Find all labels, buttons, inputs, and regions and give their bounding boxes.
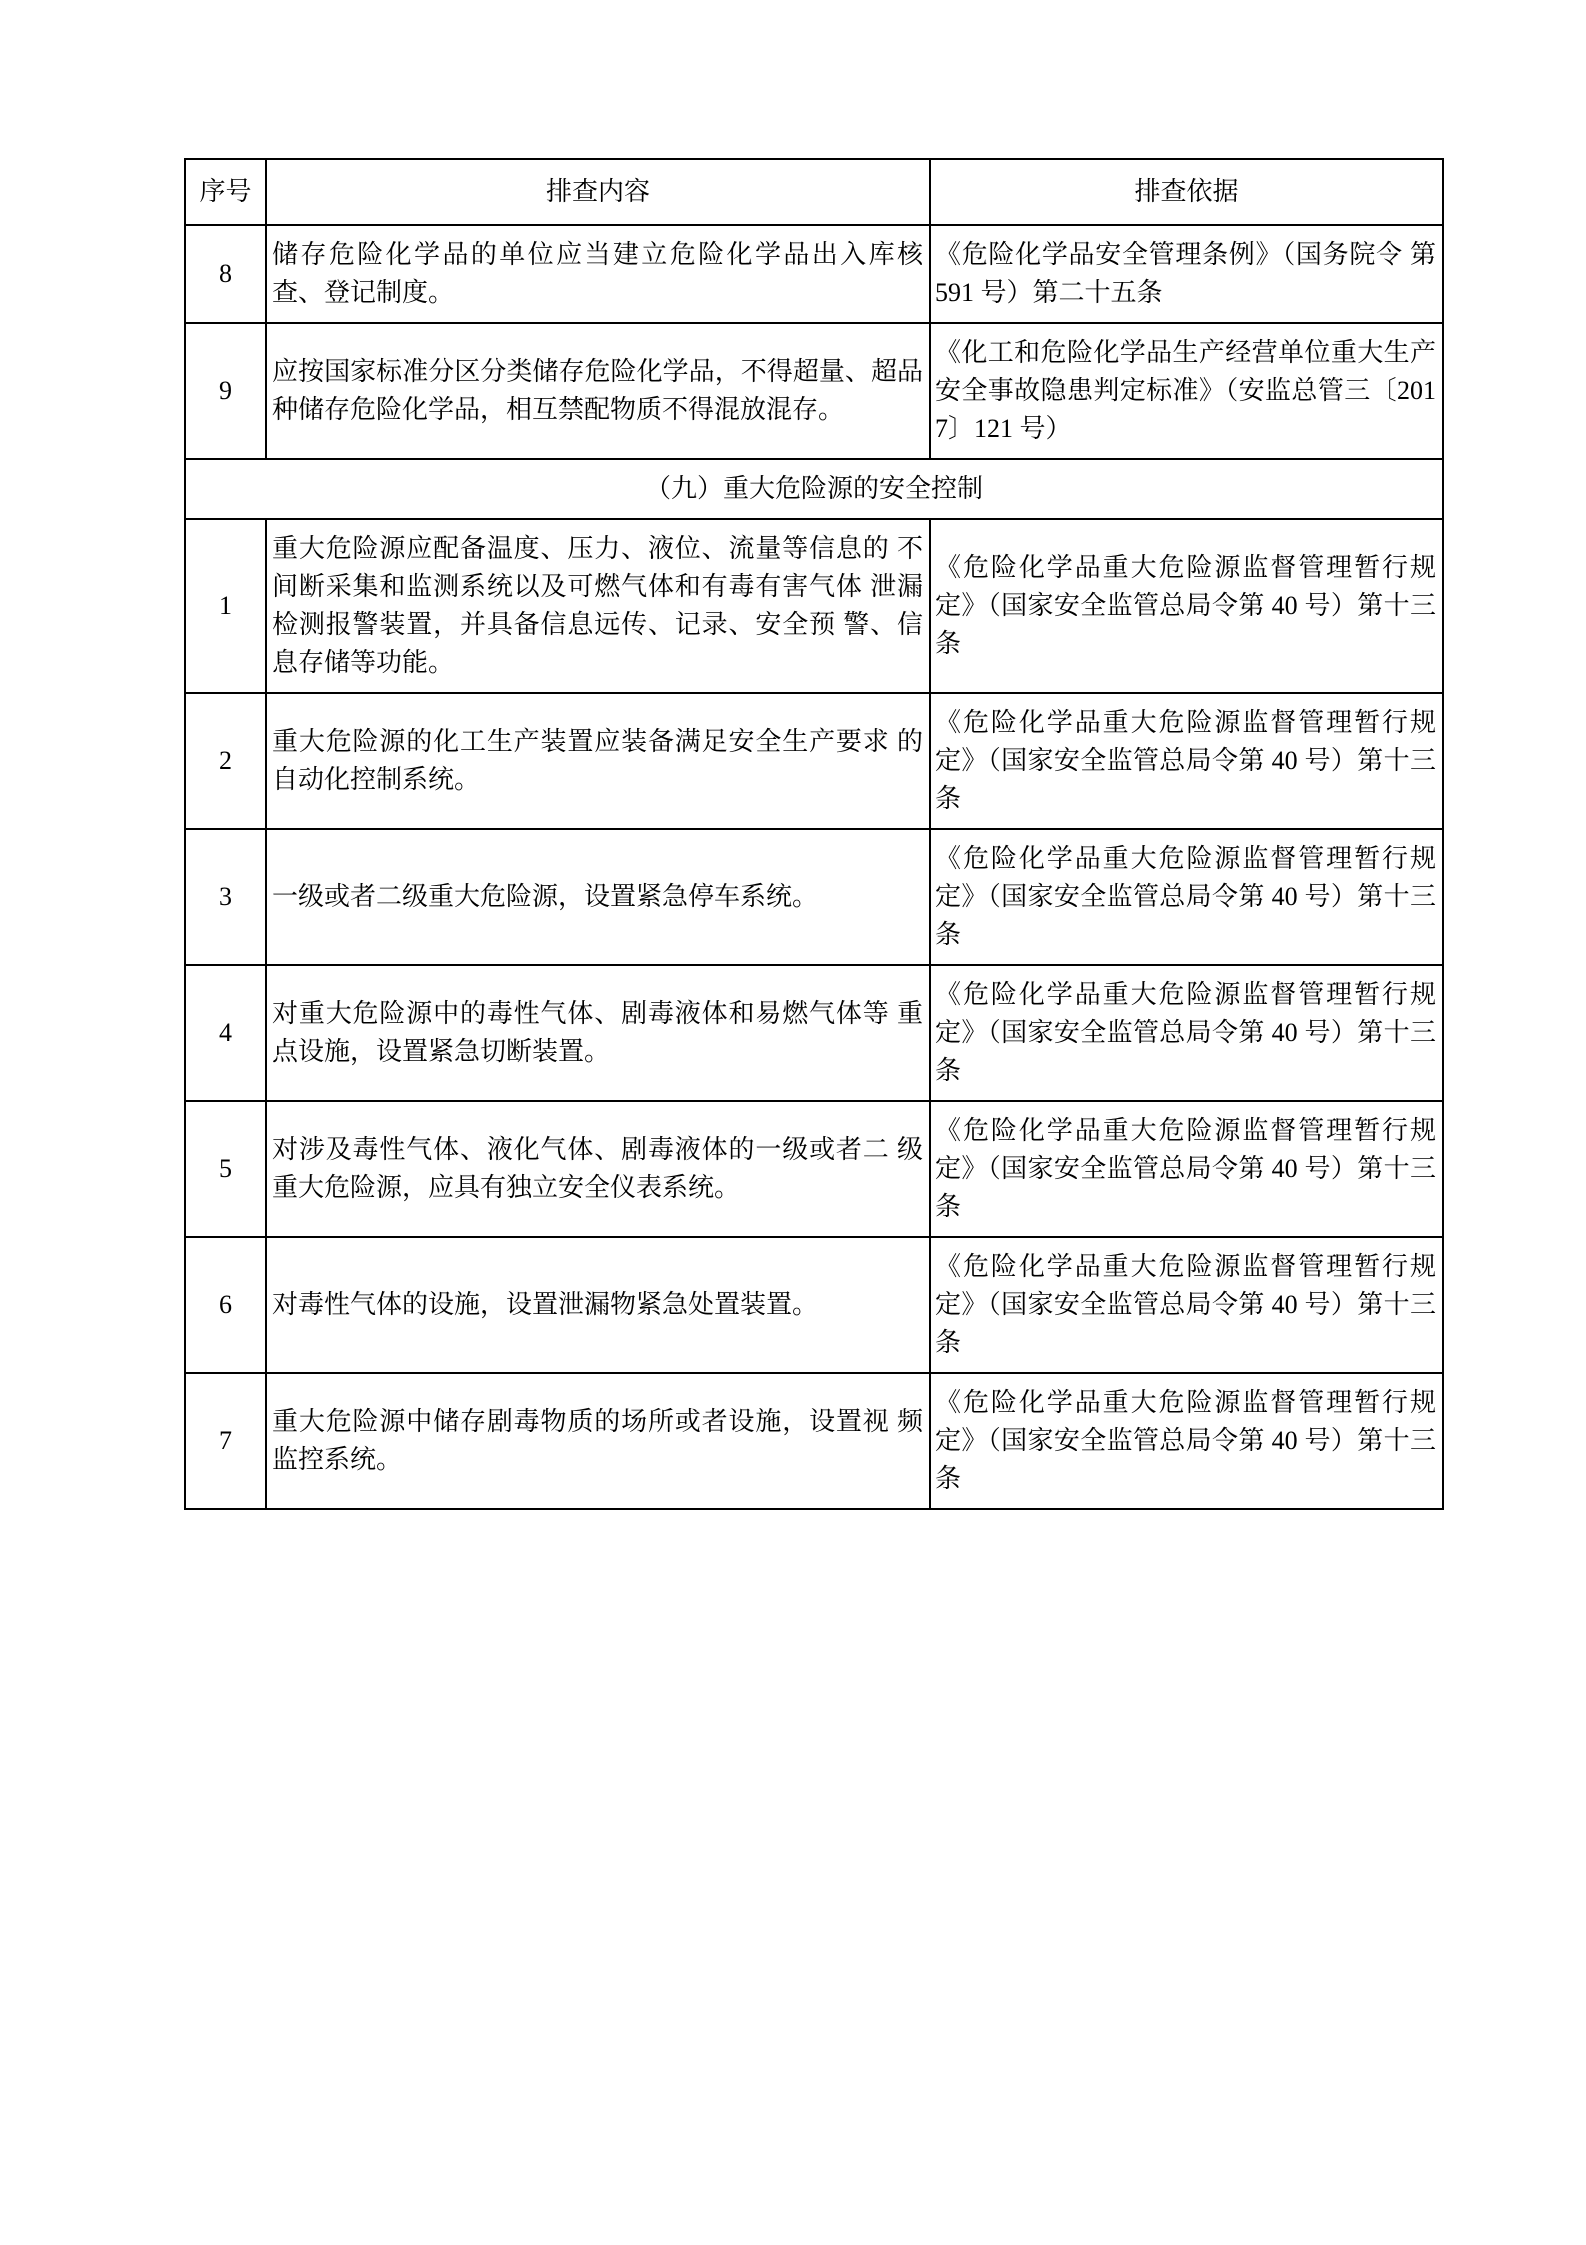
inspection-content-cell: 应按国家标准分区分类储存危险化学品，不得超量、超品种储存危险化学品，相互禁配物质不得混放混存。 xyxy=(266,323,930,459)
header-排查内容: 排查内容 xyxy=(266,159,930,225)
section-header-row xyxy=(185,459,1443,519)
section-header-label: （九）重大危险源的安全控制 xyxy=(185,459,1443,519)
row-number: 7 xyxy=(185,1373,266,1509)
table-row xyxy=(185,323,1443,459)
inspection-basis-cell: 《化工和危险化学品生产经营单位重大生产安全事故隐患判定标准》（安监总管三〔2017〕121 号） xyxy=(930,323,1443,459)
inspection-basis-cell: 《危险化学品重大危险源监督管理暂行规定》（国家安全监管总局令第 40 号）第十三条 xyxy=(930,1373,1443,1509)
row-number: 3 xyxy=(185,829,266,965)
table-row xyxy=(185,693,1443,829)
inspection-basis-cell: 《危险化学品安全管理条例》（国务院令 第 591 号）第二十五条 xyxy=(930,225,1443,323)
table-row xyxy=(185,1101,1443,1237)
inspection-basis-cell: 《危险化学品重大危险源监督管理暂行规定》（国家安全监管总局令第 40 号）第十三条 xyxy=(930,519,1443,693)
inspection-basis-cell: 《危险化学品重大危险源监督管理暂行规定》（国家安全监管总局令第 40 号）第十三条 xyxy=(930,1101,1443,1237)
table-row xyxy=(185,965,1443,1101)
table-body xyxy=(185,225,1443,1509)
row-number: 1 xyxy=(185,519,266,693)
row-number: 9 xyxy=(185,323,266,459)
row-number: 6 xyxy=(185,1237,266,1373)
inspection-content-cell: 对毒性气体的设施，设置泄漏物紧急处置装置。 xyxy=(266,1237,930,1373)
row-number: 8 xyxy=(185,225,266,323)
table-row xyxy=(185,1373,1443,1509)
inspection-content-cell: 对涉及毒性气体、液化气体、剧毒液体的一级或者二 级重大危险源，应具有独立安全仪表系统。 xyxy=(266,1101,930,1237)
inspection-content-cell: 重大危险源中储存剧毒物质的场所或者设施，设置视 频监控系统。 xyxy=(266,1373,930,1509)
inspection-content-cell: 对重大危险源中的毒性气体、剧毒液体和易燃气体等 重点设施，设置紧急切断装置。 xyxy=(266,965,930,1101)
table-row xyxy=(185,519,1443,693)
table-row xyxy=(185,225,1443,323)
inspection-content-cell: 储存危险化学品的单位应当建立危险化学品出入库核 查、登记制度。 xyxy=(266,225,930,323)
table-header-row xyxy=(185,159,1443,225)
row-number: 2 xyxy=(185,693,266,829)
inspection-basis-cell: 《危险化学品重大危险源监督管理暂行规定》（国家安全监管总局令第 40 号）第十三条 xyxy=(930,693,1443,829)
header-排查依据: 排查依据 xyxy=(930,159,1443,225)
inspection-basis-cell: 《危险化学品重大危险源监督管理暂行规定》（国家安全监管总局令第 40 号）第十三条 xyxy=(930,1237,1443,1373)
inspection-basis-cell: 《危险化学品重大危险源监督管理暂行规定》（国家安全监管总局令第 40 号）第十三条 xyxy=(930,965,1443,1101)
row-number: 4 xyxy=(185,965,266,1101)
inspection-checklist-table xyxy=(184,158,1444,1510)
inspection-basis-cell: 《危险化学品重大危险源监督管理暂行规定》（国家安全监管总局令第 40 号）第十三条 xyxy=(930,829,1443,965)
inspection-content-cell: 重大危险源应配备温度、压力、液位、流量等信息的 不间断采集和监测系统以及可燃气体和有毒有害气体 泄漏检测报警装置，并具备信息远传、记录、安全预 警、信息存储等功能。 xyxy=(266,519,930,693)
inspection-content-cell: 一级或者二级重大危险源，设置紧急停车系统。 xyxy=(266,829,930,965)
header-序号: 序号 xyxy=(185,159,266,225)
row-number: 5 xyxy=(185,1101,266,1237)
inspection-content-cell: 重大危险源的化工生产装置应装备满足安全生产要求 的自动化控制系统。 xyxy=(266,693,930,829)
table-row xyxy=(185,1237,1443,1373)
table-row xyxy=(185,829,1443,965)
